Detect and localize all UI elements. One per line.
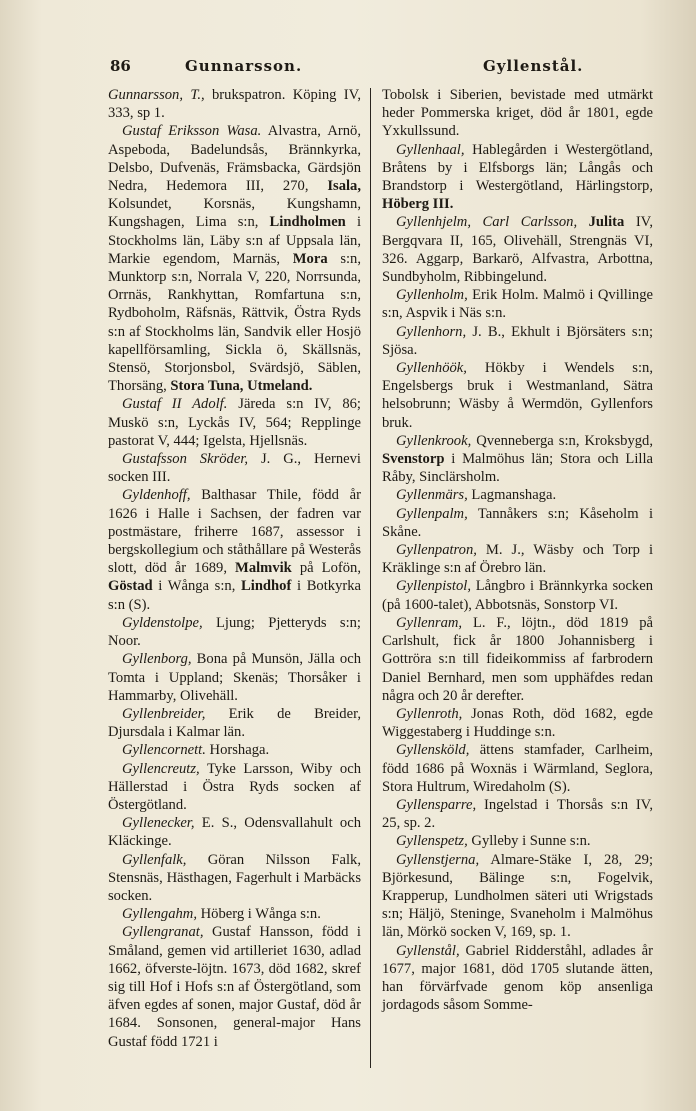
- entry: Gyllenhöök, Hökby i Wendels s:n, Engelsbergs bruk i Westmanland, Sätra helsobrunn; Wäsby å Wermdön, Gyllenfors bruk.: [382, 360, 653, 431]
- page-number: 86: [110, 57, 131, 75]
- entry: Gyllenpistol, Långbro i Brännkyrka socken (på 1600-talet), Abbotsnäs, Sonstorp VI.: [382, 578, 653, 613]
- entry: Gustaf II Adolf. Järeda s:n IV, 86; Muskö s:n, Lyckås IV, 564; Repplinge pastorat V, 444; Igelsta, Hjellsnäs.: [108, 396, 361, 449]
- entry: Gyllenhaal, Hablegården i Westergötland, Bråtens by i Elfsborgs län; Långås och Brandstorp i Westergötland, Härlingstorp, Höberg III.: [382, 141, 653, 213]
- entry: Gyllensparre, Ingelstad i Thorsås s:n IV, 25, sp. 2.: [382, 796, 653, 832]
- entry: Gyllenkrook, Qvenneberga s:n, Kroksbygd, Svenstorp i Malmöhus län; Stora och Lilla Råby, Sinclärsholm.: [382, 432, 653, 486]
- entry: Gustaf Eriksson Wasa. Alvastra, Arnö, Aspeboda, Badelundsås, Brännkyrka, Delsbo, Dufvenäs, Främsbacka, Gärdsjön Nedra, Hedemora III, 270, Isala, Kolsundet, Korsnäs, Kungshamn, Kungshagen, Lima s:n, Lindholmen i Stockholms län, Läby s:n af Uppsala län, Markie egendom, Marnäs, Mora s:n, Munktorp s:n, Norrala V, 220, Norrsunda, Orrnäs, Rankhyttan, Romfartuna s:n, Rydboholm, Räfsnäs, Rättvik, Östra Ryds s:n af Stockholms län, Sandvik eller Hosjö kapellförsamling, Sickla ö, Skällsnäs, Stensö, Storjonsbol, Svärdsjö, Säblen, Thorsäng, Stora Tuna, Utmeland.: [108, 123, 362, 395]
- entry: Gyllenbreider, Erik de Breider, Djursdala i Kalmar län.: [108, 705, 361, 741]
- left-running-title: Gunnarsson.: [185, 57, 303, 75]
- entry: Gyllenhjelm, Carl Carlsson, Julita IV, Bergqvara II, 165, Olivehäll, Strengnäs VI, 326. Aggarp, Barkarö, Alfvastra, Arbottna, Sundbyholm, Ribbingelund.: [382, 214, 653, 286]
- entry: Gyllenfalk, Göran Nilsson Falk, Stensnäs, Hästhagen, Fagerhult i Marbäcks socken.: [108, 851, 361, 904]
- entry: Gyllenstjerna, Almare-Stäke I, 28, 29; Björkesund, Bälinge s:n, Fogelvik, Krapperup, Lundholmen säteri uti Wrigstads s:n; Häljö, Steninge, Svaneholm i Malmöhus län, Mörkö socken V, 169, sp. 1.: [382, 851, 653, 941]
- entry: Gyllencornett. Horshaga.: [122, 742, 270, 759]
- left-column: [108, 86, 361, 1051]
- page-header: [0, 57, 696, 81]
- entry: Gyldenstolpe, Ljung; Pjetteryds s:n; Noor.: [108, 614, 361, 650]
- entry: Gunnarsson, T., brukspatron. Köping IV, 333, sp 1.: [108, 87, 361, 122]
- entry: Gyllengranat, Gustaf Hansson, född i Småland, gemen vid artilleriet 1630, adlad 1662, öfverste-löjtn. 1673, död 1682, skref sig till Hof i Hofs s:n af Östergötland, som äfven egdes af sonen, major Gustaf, död år 1684. Sonsonen, general-major Hans Gustaf född 1721 i: [108, 924, 361, 1050]
- entry: Gyllenroth, Jonas Roth, död 1682, egde Wiggestaberg i Huddinge s:n.: [382, 705, 653, 741]
- entry: Gyllenholm, Erik Holm. Malmö i Qvillinge s:n, Aspvik i Näs s:n.: [382, 287, 653, 322]
- entry: Gyllenborg, Bona på Munsön, Jälla och Tomta i Uppland; Skenäs; Thorsåker i Hammarby, Olivehäll.: [108, 651, 361, 704]
- column-divider: [370, 88, 371, 1068]
- entry: Gyldenhoff, Balthasar Thile, född år 1626 i Halle i Sachsen, der fadren var postmästare, friherre 1687, assessor i bergskollegium och ståthållare på Westerås slott, död år 1689, Malmvik på Lofön, Göstad i Wånga s:n, Lindhof i Botkyrka s:n (S).: [108, 487, 362, 613]
- entry: Gyllenhorn, J. B., Ekhult i Björsäters s:n; Sjösa.: [382, 323, 653, 358]
- entry: Gustafsson Skröder, J. G., Hernevi socken III.: [108, 451, 361, 486]
- entry: Tobolsk i Siberien, bevistade med utmärkt heder Pommerska kriget, död år 1801, egde Yxkullssund.: [382, 87, 653, 140]
- entry: Gyllensköld, ättens stamfader, Carlheim, född 1686 på Woxnäs i Wärmland, Seglora, Stora Hultrum, Wiredaholm (S).: [382, 742, 653, 795]
- entry: Gyllenpalm, Tannåkers s:n; Kåseholm i Skåne.: [382, 505, 653, 540]
- entry: Gyllenecker, E. S., Odensvallahult och Kläckinge.: [108, 815, 361, 850]
- entry: Gyllenram, L. F., löjtn., död 1819 på Carlshult, fick år 1800 Johannisberg i Gottröra s:n till fideikommiss af farbrodern Daniel Bernhard, men som upphäfdes redan några och 20 år derefter.: [382, 614, 653, 704]
- entry: Gyllenmärs, Lagmanshaga.: [396, 487, 557, 504]
- entry: Gyllenpatron, M. J., Wäsby och Torp i Kräklinge s:n af Örebro län.: [382, 542, 653, 577]
- entry: Gyllengahm, Höberg i Wånga s:n.: [122, 906, 321, 923]
- right-running-title: Gyllenstål.: [483, 57, 584, 75]
- right-column: [382, 86, 653, 1014]
- entry: Gyllencreutz, Tyke Larsson, Wiby och Hällerstad i Östra Ryds socken af Östergötland.: [108, 760, 361, 813]
- entry: Gyllenstål, Gabriel Ridderståhl, adlades år 1677, major 1681, död 1705 slutande ätten, han förvärfvade genom köp ansenliga jordagods såsom Somme-: [382, 942, 653, 1014]
- entry: Gyllenspetz, Gylleby i Sunne s:n.: [396, 833, 591, 850]
